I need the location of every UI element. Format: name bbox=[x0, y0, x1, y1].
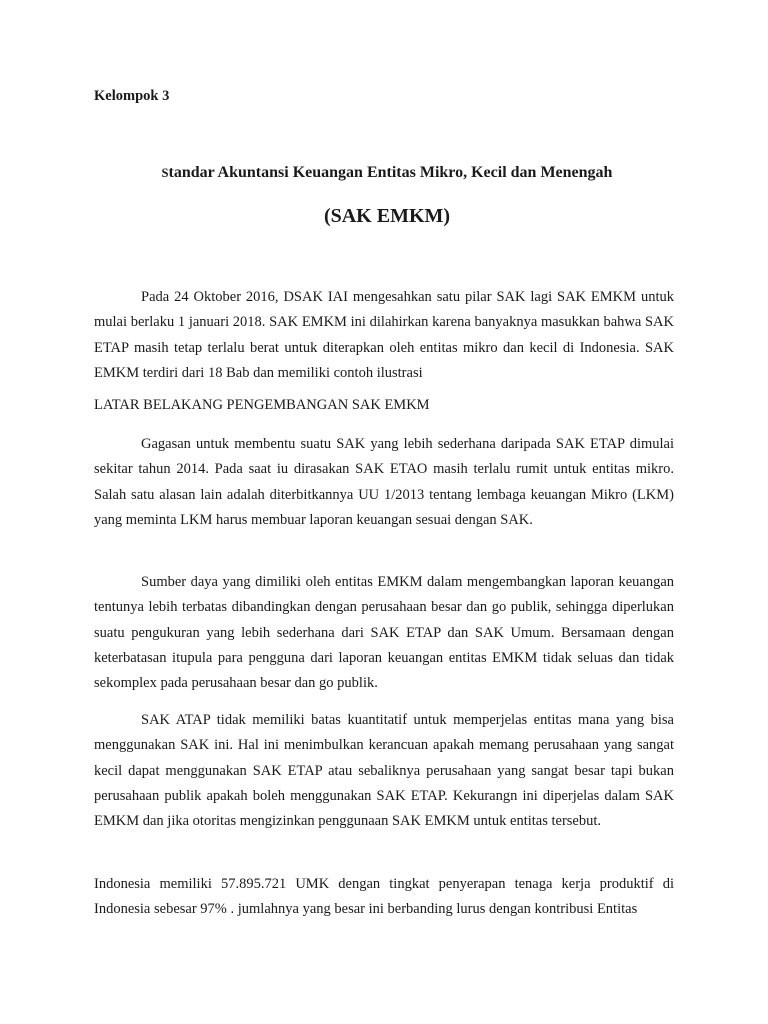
title-first-letter: S bbox=[161, 166, 169, 180]
paragraph-background: Gagasan untuk membentu suatu SAK yang lebih sederhana daripada SAK ETAP dimulai sekitar tahun 2014. Pada saat iu dirasakan SAK ETAO masih terlalu rumit untuk entitas mikro. Salah satu alasan lain adalah diterbitkannya UU 1/2013 tentang lembaga keuangan Mikro (LKM) yang meminta LKM harus membuar laporan keuangan sesuai dengan SAK. bbox=[94, 436, 674, 528]
section-heading: LATAR BELAKANG PENGEMBANGAN SAK EMKM bbox=[94, 397, 430, 413]
paragraph-umk-statistics: Indonesia memiliki 57.895.721 UMK dengan tingkat penyerapan tenaga kerja produktif di Indonesia sebesar 97% . jumlahnya yang besar ini berbanding lurus dengan kontribusi Entitas bbox=[94, 876, 674, 918]
paragraph-intro: Pada 24 Oktober 2016, DSAK IAI mengesahkan satu pilar SAK lagi SAK EMKM untuk mulai berlaku 1 januari 2018. SAK EMKM ini dilahirkan karena banyaknya masukkan bahwa SAK ETAP masih tetap terlalu berat untuk diterapkan oleh entitas mikro dan kecil di Indonesia. SAK EMKM terdiri dari 18 Bab dan memiliki contoh ilustrasi bbox=[94, 289, 674, 381]
document-subtitle: (SAK EMKM) bbox=[323, 205, 451, 227]
document-title bbox=[94, 164, 680, 182]
title-text: tandar Akuntansi Keuangan Entitas Mikro, Kecil dan Menengah bbox=[168, 164, 613, 181]
group-label: Kelompok 3 bbox=[94, 88, 170, 104]
paragraph-sak-etap: SAK ATAP tidak memiliki batas kuantitatif untuk memperjelas entitas mana yang bisa menggunakan SAK ini. Hal ini menimbulkan kerancuan apakah memang perusahaan yang sangat kecil dapat menggunakan SAK ETAP atau sebaliknya perusahaan yang sangat besar tapi bukan perusahaan publik apakah boleh menggunakan SAK ETAP. Kekurangn ini diperjelas dalam SAK EMKM dan jika otoritas mengizinkan penggunaan SAK EMKM untuk entitas tersebut. bbox=[94, 712, 674, 830]
paragraph-resources: Sumber daya yang dimiliki oleh entitas EMKM dalam mengembangkan laporan keuangan tentunya lebih terbatas dibandingkan dengan perusahaan besar dan go publik, sehingga diperlukan suatu pengukuran yang lebih sederhana dari SAK ETAP dan SAK Umum. Bersamaan dengan keterbatasan itupula para pengguna dari laporan keuangan entitas EMKM tidak seluas dan tidak sekomplex pada perusahaan besar dan go publik. bbox=[94, 574, 674, 692]
